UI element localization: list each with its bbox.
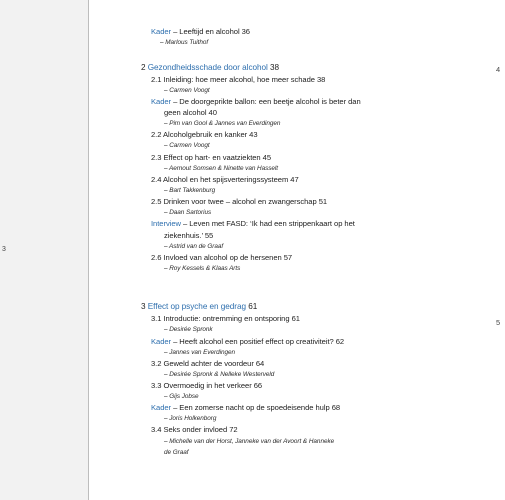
toc-text: – Gijs Jobse — [164, 393, 199, 400]
toc-author-line — [164, 186, 215, 196]
toc-author-line — [164, 392, 199, 402]
toc-text: 2 — [141, 63, 148, 72]
toc-author-line — [164, 141, 210, 151]
left-page-margin — [0, 0, 88, 500]
toc-author-line — [164, 348, 235, 358]
toc-entry — [164, 231, 213, 241]
toc-entry — [151, 130, 258, 140]
toc-entry — [151, 153, 271, 163]
toc-author-line — [164, 164, 278, 174]
toc-text: 3.3 Overmoedig in het verkeer 66 — [151, 381, 263, 390]
toc-text: 2.1 Inleiding: hoe meer alcohol, hoe meer schade 38 — [151, 75, 326, 84]
toc-entry — [151, 27, 250, 37]
toc-text: 3.1 Introductie: ontremming en ontsporing 61 — [151, 314, 300, 323]
toc-text: – Daan Sartorius — [164, 209, 212, 216]
toc-text: – Desirée Spronk & Nelleke Westerveld — [164, 371, 275, 378]
toc-highlight-text: Kader — [151, 403, 172, 412]
toc-text: – Pim van Gool & Jannes van Everdingen — [164, 120, 281, 127]
toc-entry — [151, 197, 327, 207]
toc-entry — [151, 175, 299, 185]
page-number: 4 — [496, 65, 501, 74]
toc-text: – Carmen Voogt — [164, 142, 210, 149]
toc-entry — [151, 253, 292, 263]
toc-text: – Bart Takkenburg — [164, 187, 216, 194]
page-divider — [88, 0, 89, 500]
toc-text: 2.5 Drinken voor twee – alcohol en zwangerschap 51 — [151, 197, 328, 206]
toc-text: 61 — [245, 302, 258, 311]
toc-entry — [151, 403, 340, 413]
toc-text: 2.6 Invloed van alcohol op de hersenen 57 — [151, 253, 293, 262]
toc-chapter-heading — [141, 302, 257, 312]
toc-text: – Leeftijd en alcohol 36 — [171, 27, 250, 36]
toc-highlight-text: Effect op psyche en gedrag — [147, 302, 246, 311]
toc-text: – Astrid van de Graaf — [164, 243, 224, 250]
toc-highlight-text: Gezondheidsschade door alcohol — [147, 63, 268, 72]
toc-author-line — [164, 370, 274, 380]
toc-text: – Joris Holkenborg — [164, 415, 217, 422]
toc-text: de Graaf — [164, 449, 189, 456]
toc-author-line — [164, 437, 334, 447]
toc-author-line — [164, 414, 216, 424]
toc-highlight-text: Interview — [151, 219, 181, 228]
toc-entry — [151, 314, 300, 324]
toc-text: 2.2 Alcoholgebruik en kanker 43 — [151, 130, 258, 139]
toc-entry — [151, 425, 238, 435]
toc-author-line — [164, 264, 240, 274]
toc-text: geen alcohol 40 — [164, 108, 217, 117]
toc-entry — [151, 97, 361, 107]
toc-text: – Heeft alcohol een positief effect op creativiteit? 62 — [171, 337, 345, 346]
toc-author-line — [164, 208, 211, 218]
toc-text: – De doorgeprikte ballon: een beetje alcohol is beter dan — [171, 97, 361, 106]
toc-entry — [164, 108, 217, 118]
toc-author-line — [164, 242, 223, 252]
toc-text: – Marlous Tuithof — [160, 39, 209, 46]
toc-text: 3.2 Geweld achter de voordeur 64 — [151, 359, 265, 368]
toc-text: 2.3 Effect op hart- en vaatziekten 45 — [151, 153, 272, 162]
toc-text: – Jannes van Everdingen — [164, 349, 235, 356]
toc-text: 3 — [141, 302, 148, 311]
toc-text: 38 — [267, 63, 280, 72]
toc-text: – Een zomerse nacht op de spoedeisende hulp 68 — [171, 403, 341, 412]
toc-text: ziekenhuis.’ 55 — [164, 231, 214, 240]
page-number: 5 — [496, 318, 501, 327]
toc-highlight-text: Kader — [151, 97, 172, 106]
toc-text: 2.4 Alcohol en het spijsverteringssysteem 47 — [151, 175, 299, 184]
toc-entry — [151, 75, 325, 85]
toc-text: – Aernout Somsen & Ninette van Hasselt — [164, 165, 279, 172]
toc-text: – Leven met FASD: ‘Ik had een strippenkaart op het — [180, 219, 355, 228]
toc-text: – Roy Kessels & Klaas Arts — [164, 265, 241, 272]
toc-text: – Michelle van der Horst, Janneke van der Avoort & Hanneke — [164, 438, 335, 445]
toc-entry — [151, 337, 344, 347]
toc-author-line — [164, 119, 280, 129]
toc-text: 3.4 Seks onder invloed 72 — [151, 425, 238, 434]
toc-chapter-heading — [141, 63, 279, 73]
toc-highlight-text: Kader — [151, 27, 172, 36]
toc-entry — [151, 219, 355, 229]
toc-text: – Desirée Spronk — [164, 326, 213, 333]
toc-highlight-text: Kader — [151, 337, 172, 346]
toc-author-line — [164, 86, 210, 96]
toc-author-line — [164, 448, 188, 458]
toc-author-line — [160, 38, 208, 48]
left-page-marker: 3 — [2, 246, 6, 253]
toc-text: – Carmen Voogt — [164, 87, 210, 94]
toc-author-line — [164, 325, 213, 335]
toc-entry — [151, 381, 262, 391]
toc-entry — [151, 359, 264, 369]
